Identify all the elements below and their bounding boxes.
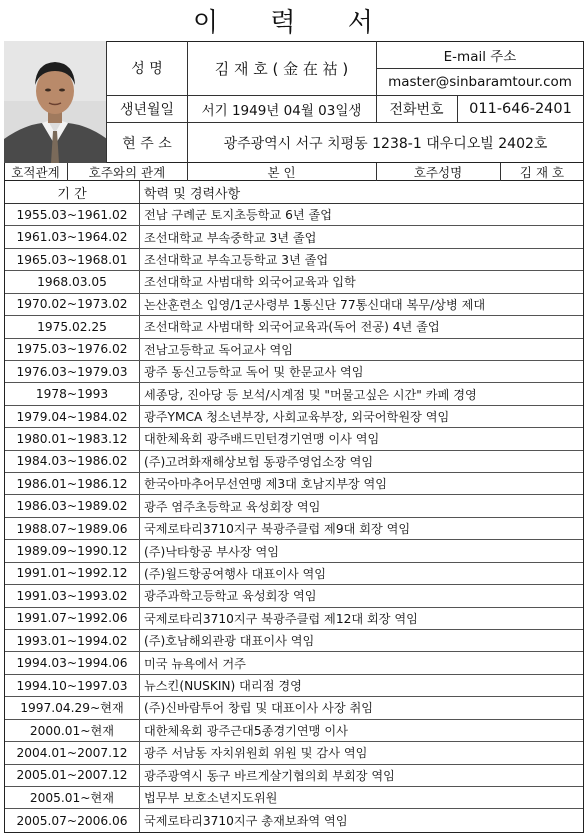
period-cell: 1991.07~1992.06 xyxy=(5,608,140,629)
description-cell: 한국아마추어무선연맹 제3대 호남지부장 역임 xyxy=(144,477,388,492)
description-cell: 국제로타리3710지구 북광주클럽 제9대 회장 역임 xyxy=(144,522,411,537)
description-cell: 조선대학교 부속중학교 3년 졸업 xyxy=(144,230,317,245)
description-cell: 논산훈련소 입영/1군사령부 1통신단 77통신대대 복무/상병 제대 xyxy=(144,297,486,312)
period-cell: 1978~1993 xyxy=(5,383,140,404)
description-cell: 뉴스킨(NUSKIN) 대리점 경영 xyxy=(144,679,302,694)
period-cell: 1961.03~1964.02 xyxy=(5,226,140,247)
period-cell: 1991.03~1993.02 xyxy=(5,585,140,606)
period-cell: 1968.03.05 xyxy=(5,271,140,292)
table-row xyxy=(5,563,583,585)
period-cell: 1986.01~1986.12 xyxy=(5,473,140,494)
relation-value: 본 인 xyxy=(267,165,296,180)
table-row xyxy=(5,226,583,248)
table-row xyxy=(5,361,583,383)
table-row xyxy=(5,451,583,473)
table-row xyxy=(5,540,583,562)
description-cell: 광주과학고등학교 육성회장 역임 xyxy=(144,589,317,604)
description-cell: 국제로타리3710지구 북광주클럽 제12대 회장 역임 xyxy=(144,611,418,626)
description-cell: (주)월드항공여행사 대표이사 역임 xyxy=(144,566,327,581)
description-cell: 광주광역시 동구 바르게살기협의회 부회장 역임 xyxy=(144,768,395,783)
period-cell: 1980.01~1983.12 xyxy=(5,428,140,449)
period-cell: 1955.03~1961.02 xyxy=(5,204,140,225)
period-cell: 2005.01~2007.12 xyxy=(5,765,140,786)
period-cell: 1976.03~1979.03 xyxy=(5,361,140,382)
period-cell: 2004.01~2007.12 xyxy=(5,742,140,763)
table-row xyxy=(5,742,583,764)
document-title: 이 력 서 xyxy=(193,7,395,38)
head-label: 호주성명 xyxy=(413,165,463,180)
birth-value: 서기 1949년 04월 03일생 xyxy=(201,102,362,119)
table-row xyxy=(5,697,583,719)
table-row xyxy=(5,720,583,742)
phone-label: 전화번호 xyxy=(389,101,444,118)
desc-header: 학력 및 경력사항 xyxy=(144,186,241,202)
period-cell: 2005.07~2006.06 xyxy=(5,809,140,831)
address-value: 광주광역시 서구 치평동 1238-1 대우디오빌 2402호 xyxy=(223,135,548,152)
table-row xyxy=(5,339,583,361)
profile-photo xyxy=(4,41,107,163)
period-cell: 1988.07~1989.06 xyxy=(5,518,140,539)
period-cell: 1984.03~1986.02 xyxy=(5,451,140,472)
relation-label: 호주와의 관계 xyxy=(88,165,166,180)
description-cell: 세종당, 진아당 등 보석/시계점 및 "머물고싶은 시간" 카페 경영 xyxy=(144,387,477,402)
table-row xyxy=(5,630,583,652)
table-row xyxy=(5,518,583,540)
period-cell: 1970.02~1973.02 xyxy=(5,294,140,315)
table-row xyxy=(5,608,583,630)
phone-value: 011-646-2401 xyxy=(469,100,572,117)
description-cell: 대한체육회 광주근대5종경기연맹 이사 xyxy=(144,723,348,738)
description-cell: 대한체육회 광주배드민턴경기연맹 이사 역임 xyxy=(144,432,380,447)
description-cell: 광주YMCA 청소년부장, 사회교육부장, 외국어학원장 역임 xyxy=(144,410,450,424)
period-cell: 1991.01~1992.12 xyxy=(5,563,140,584)
table-row xyxy=(5,383,583,405)
table-row xyxy=(5,809,583,831)
description-cell: (주)고려화재해상보험 동광주영업소장 역임 xyxy=(144,454,374,469)
table-row xyxy=(5,249,583,271)
email-value: master@sinbaramtour.com xyxy=(388,73,572,90)
period-cell: 1979.04~1984.02 xyxy=(5,406,140,427)
email-label: E-mail 주소 xyxy=(443,48,517,65)
table-row xyxy=(5,765,583,787)
portrait-image xyxy=(4,41,107,163)
history-rows xyxy=(5,204,583,832)
table-row xyxy=(5,652,583,674)
name-value: 김 재 호 ( 金 在 祜 ) xyxy=(214,59,349,78)
description-cell: (주)낙타항공 부사장 역임 xyxy=(144,544,279,559)
description-cell: 광주 동신고등학교 독어 및 한문교사 역임 xyxy=(144,365,364,380)
period-cell: 1989.09~1990.12 xyxy=(5,540,140,561)
description-cell: 조선대학교 부속고등학교 3년 졸업 xyxy=(144,253,329,268)
description-cell: 조선대학교 사범대학 외국어교육과 입학 xyxy=(144,275,356,290)
table-row xyxy=(5,428,583,450)
description-cell: 광주 서남동 자치위원회 위원 및 감사 역임 xyxy=(144,746,368,761)
registry-label: 호적관계 xyxy=(11,165,60,180)
table-row xyxy=(5,495,583,517)
period-header: 기 간 xyxy=(5,181,140,203)
table-row xyxy=(5,787,583,809)
description-cell: 조선대학교 사범대학 외국어교육과(독어 전공) 4년 졸업 xyxy=(144,320,440,335)
table-row xyxy=(5,294,583,316)
head-value: 김 재 호 xyxy=(519,165,565,180)
history-header xyxy=(5,181,583,204)
description-cell: 법무부 보호소년지도위원 xyxy=(144,791,278,806)
period-cell: 1994.10~1997.03 xyxy=(5,675,140,696)
period-cell: 1975.03~1976.02 xyxy=(5,339,140,360)
period-cell: 1997.04.29~현재 xyxy=(5,697,140,718)
table-row xyxy=(5,585,583,607)
period-cell: 1994.03~1994.06 xyxy=(5,652,140,673)
description-cell: (주)신바람투어 창립 및 대표이사 사장 취임 xyxy=(144,701,374,716)
address-label: 현 주 소 xyxy=(122,135,172,152)
period-cell: 2005.01~현재 xyxy=(5,787,140,808)
table-row xyxy=(5,204,583,226)
period-cell: 1975.02.25 xyxy=(5,316,140,337)
table-row xyxy=(5,675,583,697)
description-cell: 전남고등학교 독어교사 역임 xyxy=(144,342,294,357)
period-cell: 1993.01~1994.02 xyxy=(5,630,140,651)
description-cell: 전남 구례군 토지초등학교 6년 졸업 xyxy=(144,208,333,223)
description-cell: 국제로타리3710지구 총재보좌역 역임 xyxy=(144,814,348,829)
history-table xyxy=(4,181,584,833)
description-cell: 광주 염주초등학교 육성회장 역임 xyxy=(144,499,321,514)
period-cell: 1965.03~1968.01 xyxy=(5,249,140,270)
table-row xyxy=(5,473,583,495)
table-row xyxy=(5,316,583,338)
table-row xyxy=(5,271,583,293)
period-cell: 1986.03~1989.02 xyxy=(5,495,140,516)
period-cell: 2000.01~현재 xyxy=(5,720,140,741)
description-cell: (주)호남해외관광 대표이사 역임 xyxy=(144,634,315,649)
table-row xyxy=(5,406,583,428)
name-label: 성 명 xyxy=(131,61,163,77)
birth-label: 생년월일 xyxy=(119,101,175,118)
description-cell: 미국 뉴욕에서 거주 xyxy=(144,656,246,671)
